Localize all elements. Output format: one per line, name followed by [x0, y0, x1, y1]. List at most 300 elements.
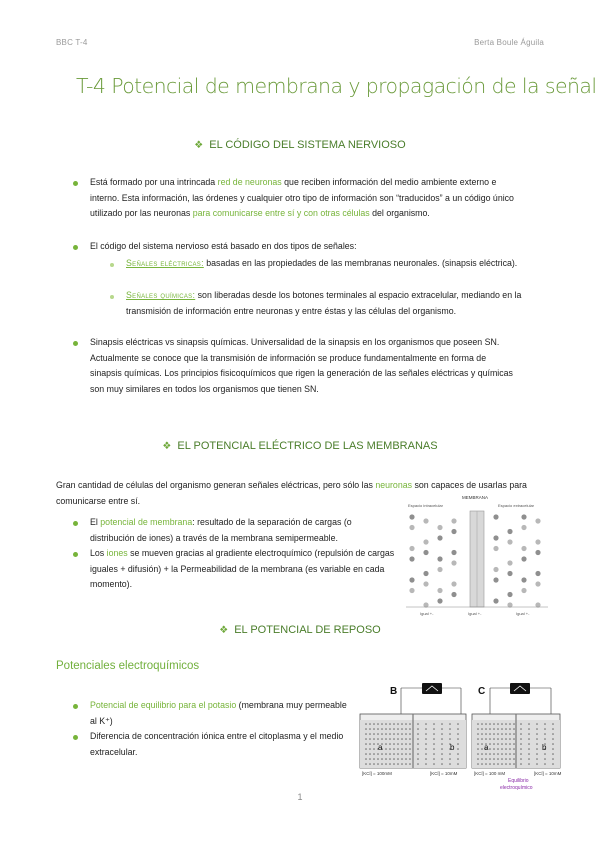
solute-dot	[493, 728, 495, 730]
solute-dot	[385, 748, 387, 750]
ion-particle	[409, 588, 414, 593]
solute-dot	[485, 733, 487, 735]
paragraph-equilibrio-potasio: Potencial de equilibrio para el potasio (membrana muy permeable al K⁺)	[90, 700, 347, 726]
paragraph-intro-senales: Gran cantidad de células del organismo generan señales eléctricas, pero sólo las neuronas son capaces de usarlas para comunicarse entre sí.	[56, 480, 527, 506]
solute-dot	[493, 723, 495, 725]
solute-dot	[457, 743, 459, 745]
solute-dot	[520, 763, 522, 765]
solute-dot	[433, 723, 435, 725]
solute-dot	[552, 763, 554, 765]
solute-dot	[385, 728, 387, 730]
solute-dot	[536, 753, 538, 755]
solute-dot	[409, 753, 411, 755]
solute-dot	[449, 728, 451, 730]
sub-bullet-icon	[110, 295, 114, 299]
solute-dot	[389, 723, 391, 725]
solute-dot	[397, 758, 399, 760]
solute-dot	[433, 738, 435, 740]
solute-dot	[449, 753, 451, 755]
axis-label: Igual +-	[468, 611, 482, 616]
extracellular-label: Espacio extracelular	[498, 503, 535, 508]
solute-dot	[457, 728, 459, 730]
solute-dot	[544, 763, 546, 765]
solute-dot	[493, 743, 495, 745]
solute-dot	[501, 763, 503, 765]
solute-dot	[441, 738, 443, 740]
solute-dot	[385, 758, 387, 760]
solute-dot	[501, 728, 503, 730]
solute-dot	[397, 738, 399, 740]
beaker-equilibrium-figure	[356, 680, 566, 792]
solute-dot	[536, 763, 538, 765]
solute-dot	[373, 728, 375, 730]
caption-b1: [KCl] = 100mM	[362, 771, 392, 776]
solute-dot	[497, 738, 499, 740]
solute-dot	[528, 743, 530, 745]
solute-dot	[393, 758, 395, 760]
solute-dot	[505, 758, 507, 760]
solute-dot	[417, 753, 419, 755]
solute-dot	[373, 743, 375, 745]
solute-dot	[505, 728, 507, 730]
solute-dot	[497, 733, 499, 735]
solute-dot	[401, 728, 403, 730]
solute-dot	[477, 743, 479, 745]
solute-dot	[528, 738, 530, 740]
solute-dot	[365, 738, 367, 740]
solute-dot	[433, 728, 435, 730]
solute-dot	[381, 758, 383, 760]
caption-c1: [KCl] = 100 mM	[474, 771, 506, 776]
ion-particle	[535, 539, 540, 544]
solute-dot	[477, 733, 479, 735]
section-heading-reposo	[0, 624, 600, 636]
solute-dot	[552, 723, 554, 725]
solute-dot	[481, 758, 483, 760]
solute-dot	[489, 728, 491, 730]
diamond-icon: ❖	[194, 140, 204, 151]
solute-dot	[377, 758, 379, 760]
paragraph-diferencia-ionica: Diferencia de concentración iónica entre el citoplasma y el medio extracelular.	[90, 731, 344, 757]
solute-dot	[449, 763, 451, 765]
ion-particle	[437, 556, 442, 561]
solute-dot	[409, 733, 411, 735]
solute-dot	[377, 723, 379, 725]
solute-dot	[485, 738, 487, 740]
solute-dot	[481, 748, 483, 750]
solute-dot	[397, 728, 399, 730]
bullet-icon	[73, 181, 78, 186]
caption-c2: [KCl] = 10mM	[534, 771, 562, 776]
solute-dot	[505, 743, 507, 745]
ion-particle	[423, 581, 428, 586]
solute-dot	[552, 758, 554, 760]
solute-dot	[520, 723, 522, 725]
solute-dot	[365, 728, 367, 730]
ion-particle	[493, 546, 498, 551]
solute-dot	[481, 733, 483, 735]
solute-dot	[552, 738, 554, 740]
compartment-b: b	[542, 743, 547, 752]
solute-dot	[365, 753, 367, 755]
solute-dot	[409, 758, 411, 760]
solute-dot	[489, 733, 491, 735]
solute-dot	[425, 758, 427, 760]
solute-dot	[417, 728, 419, 730]
ion-particle	[423, 550, 428, 555]
solute-dot	[385, 738, 387, 740]
solute-dot	[485, 763, 487, 765]
solute-dot	[501, 743, 503, 745]
solute-dot	[528, 728, 530, 730]
solute-dot	[485, 753, 487, 755]
subheading-potenciales: Potenciales electroquímicos	[56, 660, 200, 672]
header-left: BBC T-4	[56, 38, 88, 47]
solute-dot	[520, 728, 522, 730]
solute-dot	[381, 753, 383, 755]
solute-dot	[528, 723, 530, 725]
solute-dot	[401, 758, 403, 760]
solute-dot	[385, 753, 387, 755]
solute-dot	[389, 733, 391, 735]
membrane-label: MEMBRANA	[462, 495, 489, 500]
solute-dot	[417, 763, 419, 765]
solute-dot	[393, 743, 395, 745]
solute-dot	[489, 763, 491, 765]
ion-particle	[423, 571, 428, 576]
solute-dot	[385, 723, 387, 725]
solute-dot	[417, 748, 419, 750]
solute-dot	[489, 743, 491, 745]
solute-dot	[449, 738, 451, 740]
solute-dot	[441, 723, 443, 725]
solute-dot	[441, 743, 443, 745]
solute-dot	[528, 753, 530, 755]
solute-dot	[405, 743, 407, 745]
solute-dot	[425, 748, 427, 750]
solute-dot	[369, 763, 371, 765]
solute-dot	[528, 733, 530, 735]
solute-dot	[501, 758, 503, 760]
solute-dot	[477, 723, 479, 725]
ion-particle	[451, 529, 456, 534]
solute-dot	[501, 738, 503, 740]
solute-dot	[528, 748, 530, 750]
solute-dot	[552, 748, 554, 750]
ion-particle	[507, 560, 512, 565]
solute-dot	[457, 738, 459, 740]
bullet-icon	[73, 552, 78, 557]
ion-particle	[409, 514, 414, 519]
solute-dot	[409, 723, 411, 725]
solute-dot	[536, 748, 538, 750]
paragraph-sinapsis: Sinapsis eléctricas vs sinapsis químicas. Universalidad de la sinapsis en los organismos que poseen SN. Actualmente se conoce que la transmisión de información se produce fundamentalmente en forma de sinapsis químicas. Los principios fisicoquímicos que rigen la generación de las señales eléctricas y químicas son muy similares en todos los organismos que tienen SN.	[90, 337, 513, 394]
solute-dot	[405, 733, 407, 735]
ion-particle	[521, 577, 526, 582]
solute-dot	[457, 723, 459, 725]
solute-dot	[544, 723, 546, 725]
solute-dot	[433, 753, 435, 755]
solute-dot	[377, 733, 379, 735]
solute-dot	[381, 728, 383, 730]
solute-dot	[457, 763, 459, 765]
solute-dot	[489, 748, 491, 750]
solute-dot	[373, 748, 375, 750]
section-heading-codigo	[0, 139, 600, 151]
solute-dot	[369, 758, 371, 760]
solute-dot	[477, 748, 479, 750]
solute-dot	[441, 753, 443, 755]
section-heading-text: EL POTENCIAL DE REPOSO	[234, 624, 381, 636]
solute-dot	[505, 738, 507, 740]
solute-dot	[497, 743, 499, 745]
solute-dot	[497, 728, 499, 730]
ion-particle	[451, 560, 456, 565]
solute-dot	[501, 748, 503, 750]
solute-dot	[365, 733, 367, 735]
solute-dot	[369, 748, 371, 750]
solute-dot	[520, 753, 522, 755]
solute-dot	[505, 733, 507, 735]
solute-dot	[509, 763, 511, 765]
bullet-icon	[73, 245, 78, 250]
solute-dot	[393, 753, 395, 755]
solute-dot	[409, 763, 411, 765]
solute-dot	[528, 758, 530, 760]
ion-particle	[493, 598, 498, 603]
solute-dot	[409, 748, 411, 750]
solute-dot	[389, 738, 391, 740]
solute-dot	[544, 733, 546, 735]
ion-particle	[521, 525, 526, 530]
bullet-icon	[73, 735, 78, 740]
solute-dot	[481, 723, 483, 725]
intracellular-label: Espacio intracelular	[408, 503, 443, 508]
paragraph-codigo-1: Está formado por una intrincada red de neuronas que reciben información del medio ambiente externo e interno. Esta información, las órdenes y cualquier otro tipo de información son “traducidos” a un código único utilizado por las neuronas para comunicarse entre sí y con otras células del organismo.	[90, 177, 514, 219]
solute-dot	[417, 723, 419, 725]
solute-dot	[377, 738, 379, 740]
solute-dot	[405, 748, 407, 750]
solute-dot	[497, 723, 499, 725]
solute-dot	[481, 743, 483, 745]
solute-dot	[393, 728, 395, 730]
diamond-icon: ❖	[219, 625, 229, 636]
voltmeter-icon	[422, 683, 442, 694]
ion-particle	[493, 567, 498, 572]
solute-dot	[513, 758, 515, 760]
section-heading-potencial-electrico	[0, 440, 600, 452]
solute-dot	[405, 763, 407, 765]
ion-particle	[451, 592, 456, 597]
solute-dot	[481, 763, 483, 765]
solute-dot	[389, 758, 391, 760]
solute-dot	[377, 728, 379, 730]
solute-dot	[552, 733, 554, 735]
ion-particle	[507, 592, 512, 597]
solute-dot	[417, 743, 419, 745]
solute-dot	[425, 738, 427, 740]
solute-dot	[365, 763, 367, 765]
solute-dot	[481, 753, 483, 755]
solute-dot	[493, 738, 495, 740]
solute-dot	[536, 733, 538, 735]
solute-dot	[536, 728, 538, 730]
ion-particle	[423, 518, 428, 523]
solute-dot	[369, 738, 371, 740]
page-title: T-4 Potencial de membrana y propagación de la señal	[76, 74, 597, 98]
compartment-a: a	[484, 743, 489, 752]
solute-dot	[457, 758, 459, 760]
solute-dot	[552, 728, 554, 730]
solute-dot	[489, 738, 491, 740]
panel-label-b: B	[390, 686, 398, 697]
solute-dot	[365, 743, 367, 745]
paragraph-iones: Los iones se mueven gracias al gradiente electroquímico (repulsión de cargas iguales + difusión) + la Permeabilidad de la membrana (es variable en cada momento).	[90, 548, 395, 590]
solute-dot	[497, 753, 499, 755]
solute-dot	[441, 728, 443, 730]
solute-dot	[425, 743, 427, 745]
solute-dot	[493, 763, 495, 765]
solute-dot	[377, 753, 379, 755]
solute-dot	[477, 728, 479, 730]
bullet-icon	[73, 341, 78, 346]
solute-dot	[393, 738, 395, 740]
solute-dot	[505, 748, 507, 750]
solute-dot	[397, 743, 399, 745]
ion-particle	[409, 577, 414, 582]
solute-dot	[369, 733, 371, 735]
ion-particle	[507, 529, 512, 534]
solute-dot	[449, 723, 451, 725]
solute-dot	[397, 753, 399, 755]
solute-dot	[369, 753, 371, 755]
solute-dot	[544, 758, 546, 760]
ion-particle	[535, 571, 540, 576]
ion-particle	[409, 546, 414, 551]
solute-dot	[513, 763, 515, 765]
voltmeter-icon	[510, 683, 530, 694]
solute-dot	[509, 758, 511, 760]
solute-dot	[433, 758, 435, 760]
axis-label: Igual +-	[516, 611, 530, 616]
solute-dot	[497, 763, 499, 765]
compartment-b: b	[450, 743, 455, 752]
solute-dot	[409, 738, 411, 740]
solute-dot	[385, 733, 387, 735]
solute-dot	[389, 753, 391, 755]
solute-dot	[509, 728, 511, 730]
solute-dot	[481, 728, 483, 730]
header-right: Berta Boule Águila	[474, 38, 544, 47]
ion-particle	[493, 514, 498, 519]
solute-dot	[449, 733, 451, 735]
ion-particle	[437, 598, 442, 603]
solute-dot	[477, 758, 479, 760]
solute-dot	[425, 753, 427, 755]
solute-dot	[509, 753, 511, 755]
section-heading-text: EL CÓDIGO DEL SISTEMA NERVIOSO	[209, 139, 406, 151]
solute-dot	[433, 748, 435, 750]
solute-dot	[369, 743, 371, 745]
ion-particle	[451, 550, 456, 555]
solute-dot	[477, 738, 479, 740]
solute-dot	[513, 753, 515, 755]
membrane-ion-figure	[402, 493, 552, 619]
solute-dot	[457, 733, 459, 735]
paragraph-codigo-2: El código del sistema nervioso está basado en dos tipos de señales:	[90, 241, 357, 251]
solute-dot	[369, 723, 371, 725]
ion-particle	[437, 535, 442, 540]
beaker-c	[472, 683, 562, 776]
solute-dot	[485, 723, 487, 725]
solute-dot	[401, 723, 403, 725]
ion-particle	[451, 518, 456, 523]
caption-b2: [KCl] = 10mM	[430, 771, 458, 776]
ion-particle	[507, 571, 512, 576]
diamond-icon: ❖	[162, 441, 172, 452]
solute-dot	[544, 728, 546, 730]
solute-dot	[365, 748, 367, 750]
solute-dot	[485, 728, 487, 730]
ion-particle	[507, 539, 512, 544]
solute-dot	[441, 763, 443, 765]
beaker-b	[360, 683, 466, 776]
solute-dot	[509, 748, 511, 750]
solute-dot	[401, 748, 403, 750]
solute-dot	[528, 763, 530, 765]
solute-dot	[520, 758, 522, 760]
solute-dot	[493, 733, 495, 735]
solute-dot	[389, 748, 391, 750]
solute-dot	[513, 723, 515, 725]
section-heading-text: EL POTENCIAL ELÉCTRICO DE LAS MEMBRANAS	[177, 440, 438, 452]
solute-dot	[513, 728, 515, 730]
solute-dot	[544, 753, 546, 755]
solute-dot	[520, 733, 522, 735]
solute-dot	[433, 733, 435, 735]
solute-dot	[425, 763, 427, 765]
solute-dot	[401, 753, 403, 755]
ion-particle	[521, 588, 526, 593]
solute-dot	[509, 738, 511, 740]
solute-dot	[489, 723, 491, 725]
solute-dot	[397, 763, 399, 765]
ion-particle	[493, 535, 498, 540]
solute-dot	[369, 728, 371, 730]
solute-dot	[497, 758, 499, 760]
solute-dot	[373, 758, 375, 760]
solute-dot	[389, 763, 391, 765]
solute-dot	[441, 733, 443, 735]
solute-dot	[481, 738, 483, 740]
solute-dot	[552, 743, 554, 745]
solute-dot	[544, 738, 546, 740]
solute-dot	[536, 758, 538, 760]
solute-dot	[501, 733, 503, 735]
solute-dot	[389, 728, 391, 730]
solute-dot	[513, 748, 515, 750]
solute-dot	[373, 763, 375, 765]
solute-dot	[505, 763, 507, 765]
solute-dot	[457, 748, 459, 750]
solute-dot	[405, 723, 407, 725]
page-number: 1	[297, 792, 303, 802]
solute-dot	[401, 743, 403, 745]
ion-particle	[451, 581, 456, 586]
solute-dot	[405, 728, 407, 730]
ion-particle	[409, 525, 414, 530]
solute-dot	[365, 723, 367, 725]
